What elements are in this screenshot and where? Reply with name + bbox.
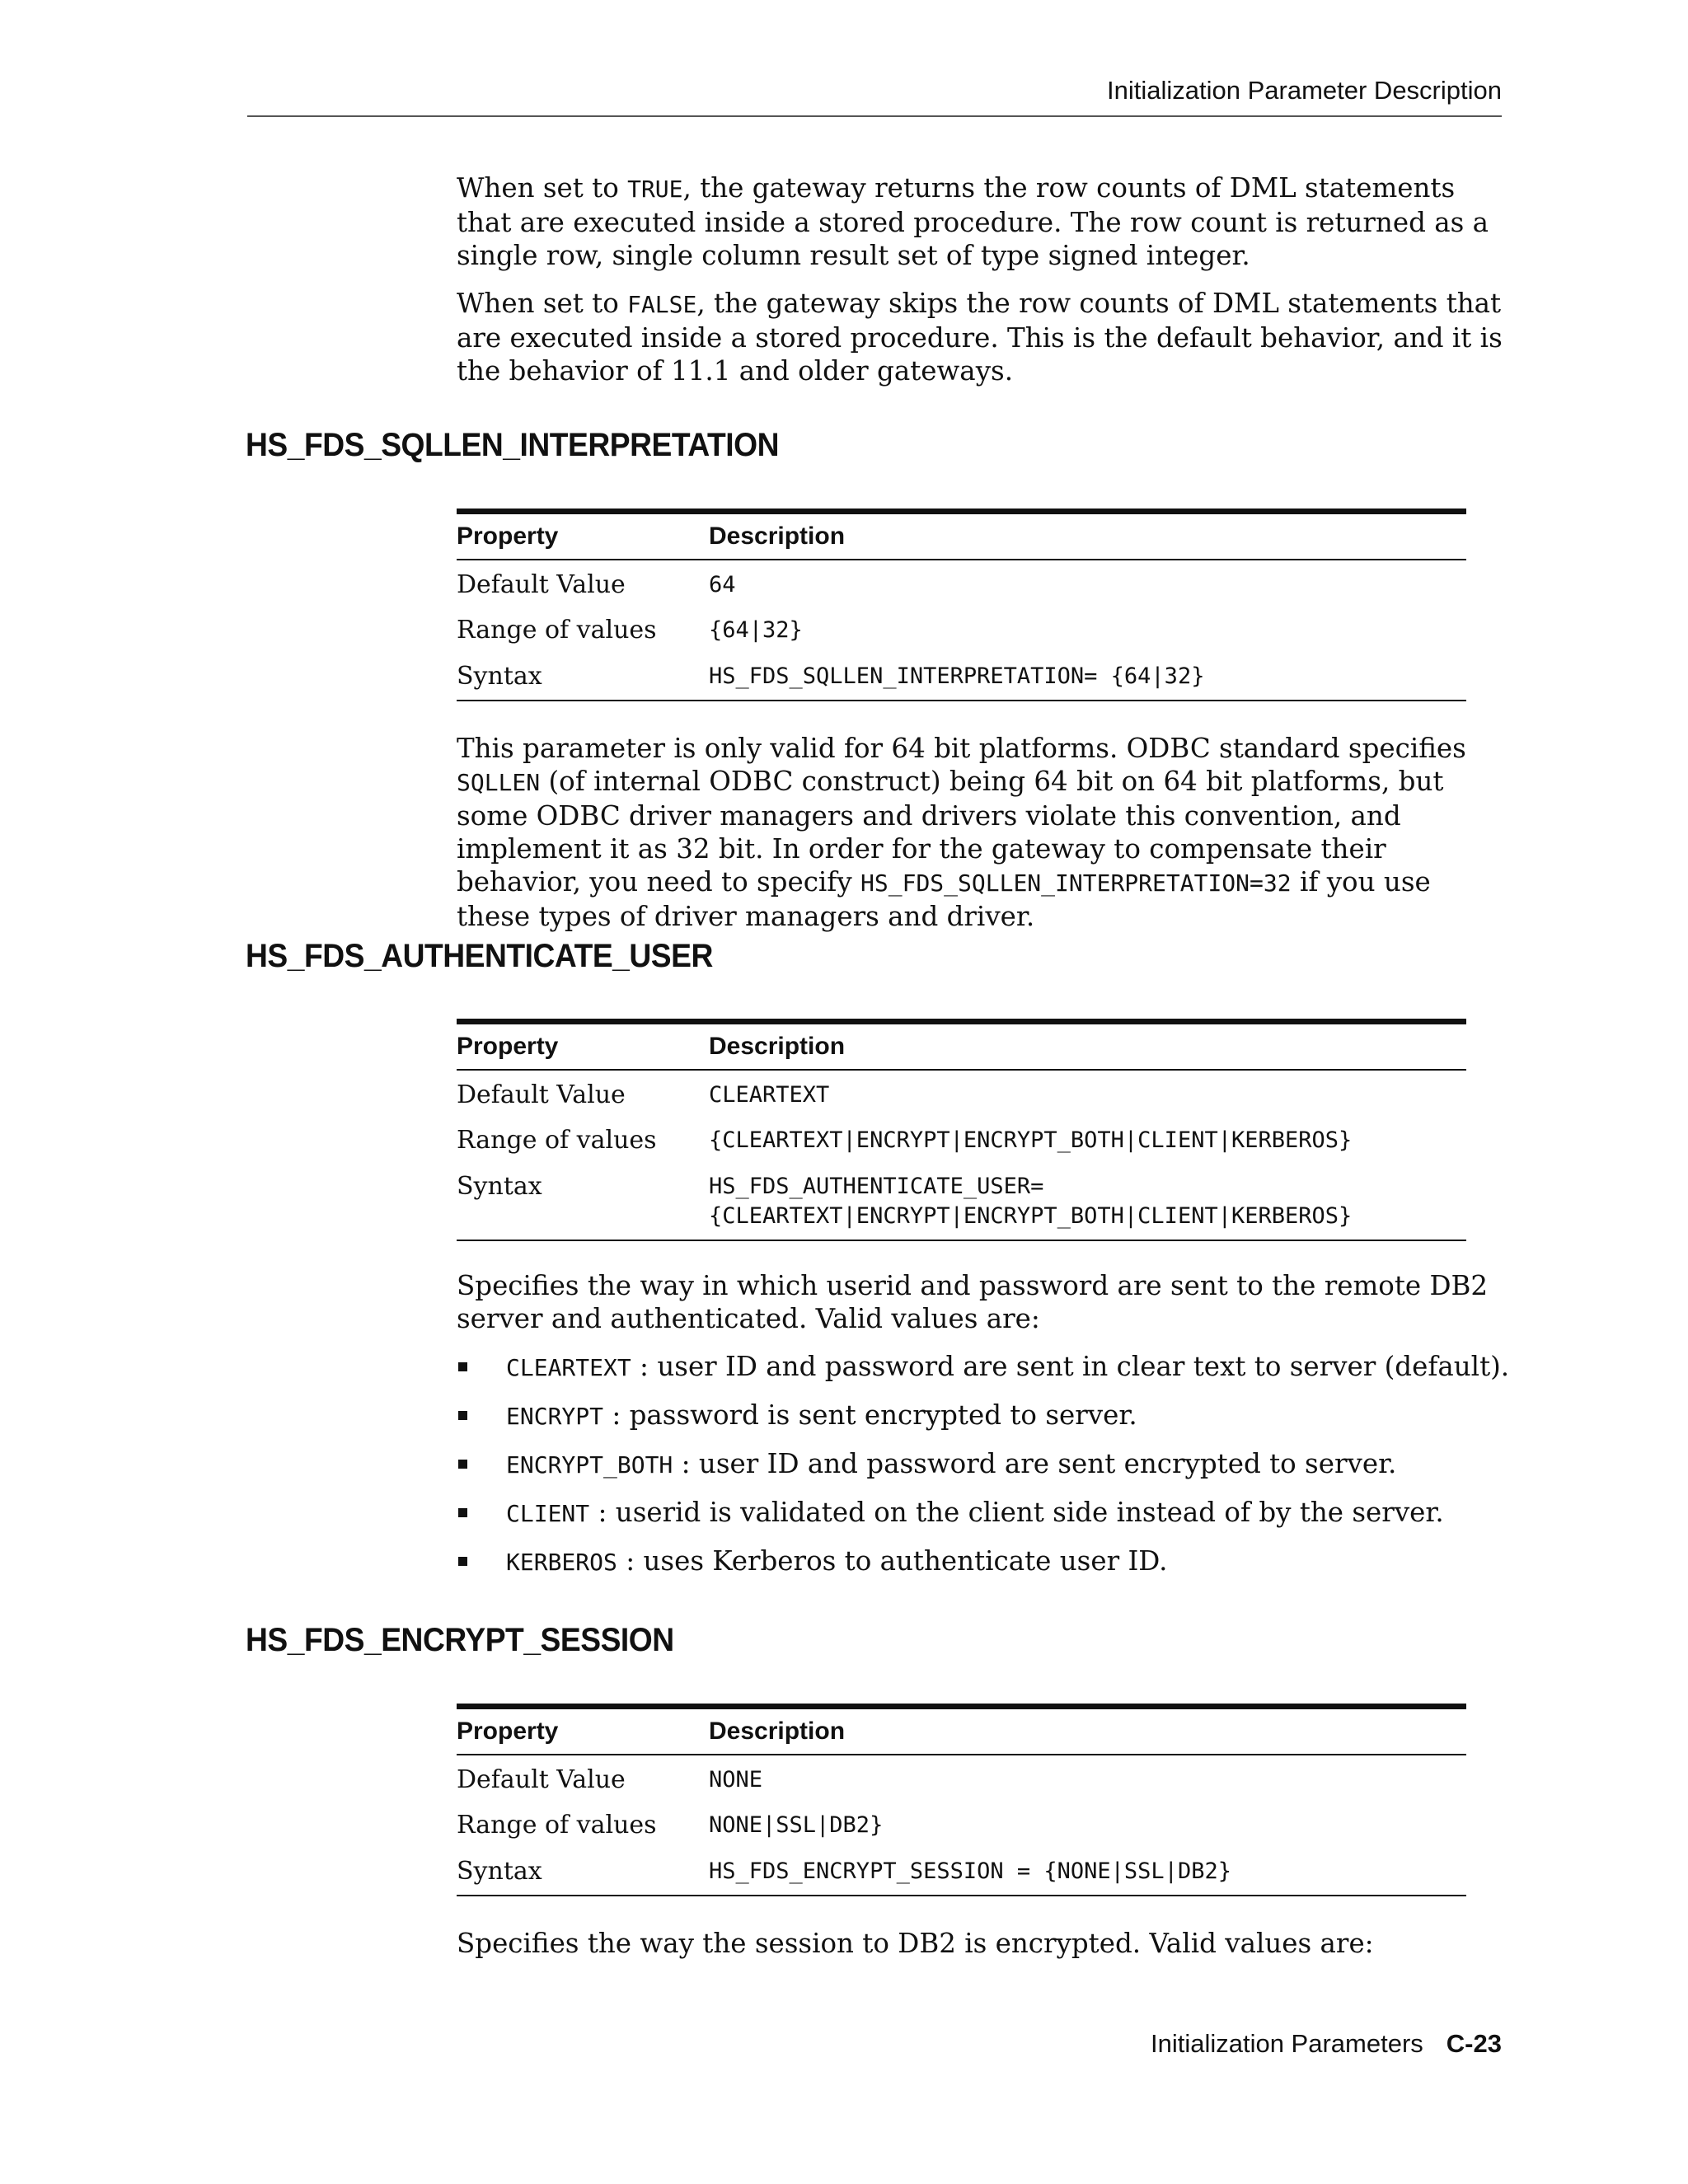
- running-header: Initialization Parameter Description: [1107, 76, 1502, 105]
- property-name: Default Value: [457, 570, 626, 599]
- page-footer: [1151, 2029, 1502, 2059]
- property-value: NONE: [709, 1767, 763, 1793]
- table-row: [457, 560, 1466, 606]
- header-rule: [247, 115, 1502, 117]
- list-item: CLIENT : userid is validated on the client side instead of by the server.: [457, 1496, 1512, 1544]
- list-item: CLEARTEXT : user ID and password are sent in clear text to server (default).: [457, 1350, 1512, 1399]
- section-heading-sqllen: HS_FDS_SQLLEN_INTERPRETATION: [246, 427, 780, 463]
- list-item: ENCRYPT_BOTH : user ID and password are sent encrypted to server.: [457, 1447, 1512, 1496]
- property-name: Default Value: [457, 1080, 626, 1109]
- code-sqllen-interpretation: HS_FDS_SQLLEN_INTERPRETATION=32: [860, 869, 1292, 897]
- table-header-row: [457, 512, 1466, 560]
- list-item: KERBEROS : uses Kerberos to authenticate user ID.: [457, 1544, 1512, 1593]
- column-header-property: Property: [457, 512, 709, 560]
- column-header-description: Description: [709, 512, 1466, 560]
- property-name: Range of values: [457, 1811, 657, 1840]
- page-number: C-23: [1446, 2029, 1502, 2058]
- property-table-encrypt-session: [457, 1704, 1466, 1896]
- table-row: [457, 652, 1466, 701]
- property-value: {64|32}: [709, 617, 803, 643]
- square-bullet-icon: [458, 1362, 467, 1371]
- property-name: Syntax: [457, 1857, 542, 1886]
- property-value: HS_FDS_ENCRYPT_SESSION = {NONE|SSL|DB2}: [709, 1858, 1231, 1884]
- intro-paragraph-false: When set to FALSE, the gateway skips the row counts of DML statements that are executed inside a stored procedure. This is the default behavior, and it is the behavior of 11.1 and older gateways.: [457, 288, 1503, 387]
- table-row: [457, 1162, 1466, 1240]
- code-false: FALSE: [627, 291, 697, 318]
- square-bullet-icon: [458, 1411, 467, 1420]
- encrypt-session-description: Specifies the way the session to DB2 is encrypted. Valid values are:: [457, 1928, 1374, 1959]
- authenticate-user-description: Specifies the way in which userid and password are sent to the remote DB2 server and authenticated. Valid values are:: [457, 1270, 1489, 1334]
- list-item: ENCRYPT : password is sent encrypted to server.: [457, 1399, 1512, 1447]
- table-header-row: [457, 1707, 1466, 1755]
- table-row: [457, 1755, 1466, 1801]
- column-header-description: Description: [709, 1022, 1466, 1071]
- authenticate-values-list: [457, 1350, 1512, 1593]
- code-true: TRUE: [627, 176, 683, 203]
- table-row: [457, 606, 1466, 652]
- column-header-description: Description: [709, 1707, 1466, 1755]
- square-bullet-icon: [458, 1557, 467, 1566]
- footer-section-title: Initialization Parameters: [1150, 2029, 1423, 2058]
- property-value: HS_FDS_AUTHENTICATE_USER= {CLEARTEXT|ENCRYPT|ENCRYPT_BOTH|CLIENT|KERBEROS}: [709, 1174, 1353, 1229]
- property-name: Default Value: [457, 1765, 626, 1794]
- property-name: Range of values: [457, 1126, 657, 1155]
- property-value: HS_FDS_SQLLEN_INTERPRETATION= {64|32}: [709, 663, 1205, 689]
- intro-paragraph-true: When set to TRUE, the gateway returns the row counts of DML statements that are executed inside a stored procedure. The row count is returned as a single row, single column result set of type signed integer.: [457, 172, 1489, 271]
- column-header-property: Property: [457, 1707, 709, 1755]
- column-header-property: Property: [457, 1022, 709, 1071]
- property-value: NONE|SSL|DB2}: [709, 1812, 884, 1838]
- property-name: Range of values: [457, 616, 657, 644]
- table-row: [457, 1847, 1466, 1896]
- property-value: 64: [709, 572, 736, 598]
- property-table-authenticate-user: [457, 1019, 1466, 1241]
- table-row: [457, 1116, 1466, 1162]
- table-header-row: [457, 1022, 1466, 1071]
- property-name: Syntax: [457, 662, 542, 691]
- property-value: {CLEARTEXT|ENCRYPT|ENCRYPT_BOTH|CLIENT|KERBEROS}: [709, 1127, 1353, 1153]
- property-name: Syntax: [457, 1172, 542, 1201]
- table-row: [457, 1801, 1466, 1847]
- section-heading-authenticate-user: HS_FDS_AUTHENTICATE_USER: [246, 938, 713, 974]
- section-heading-encrypt-session: HS_FDS_ENCRYPT_SESSION: [246, 1622, 674, 1658]
- property-value: CLEARTEXT: [709, 1082, 830, 1108]
- table-row: [457, 1070, 1466, 1116]
- property-table-sqllen: [457, 509, 1466, 701]
- square-bullet-icon: [458, 1508, 467, 1517]
- sqllen-description: This parameter is only valid for 64 bit platforms. ODBC standard specifies SQLLEN (of internal ODBC construct) being 64 bit on 64 bit platforms, but some ODBC driver managers and drivers violate this convention, and implement it as 32 bit. In order for the gateway to compensate their behavior, you need to specify HS_FDS_SQLLEN_INTERPRETATION=32 if you use these types of driver managers and driver.: [457, 733, 1466, 932]
- code-sqllen: SQLLEN: [457, 769, 541, 796]
- square-bullet-icon: [458, 1460, 467, 1469]
